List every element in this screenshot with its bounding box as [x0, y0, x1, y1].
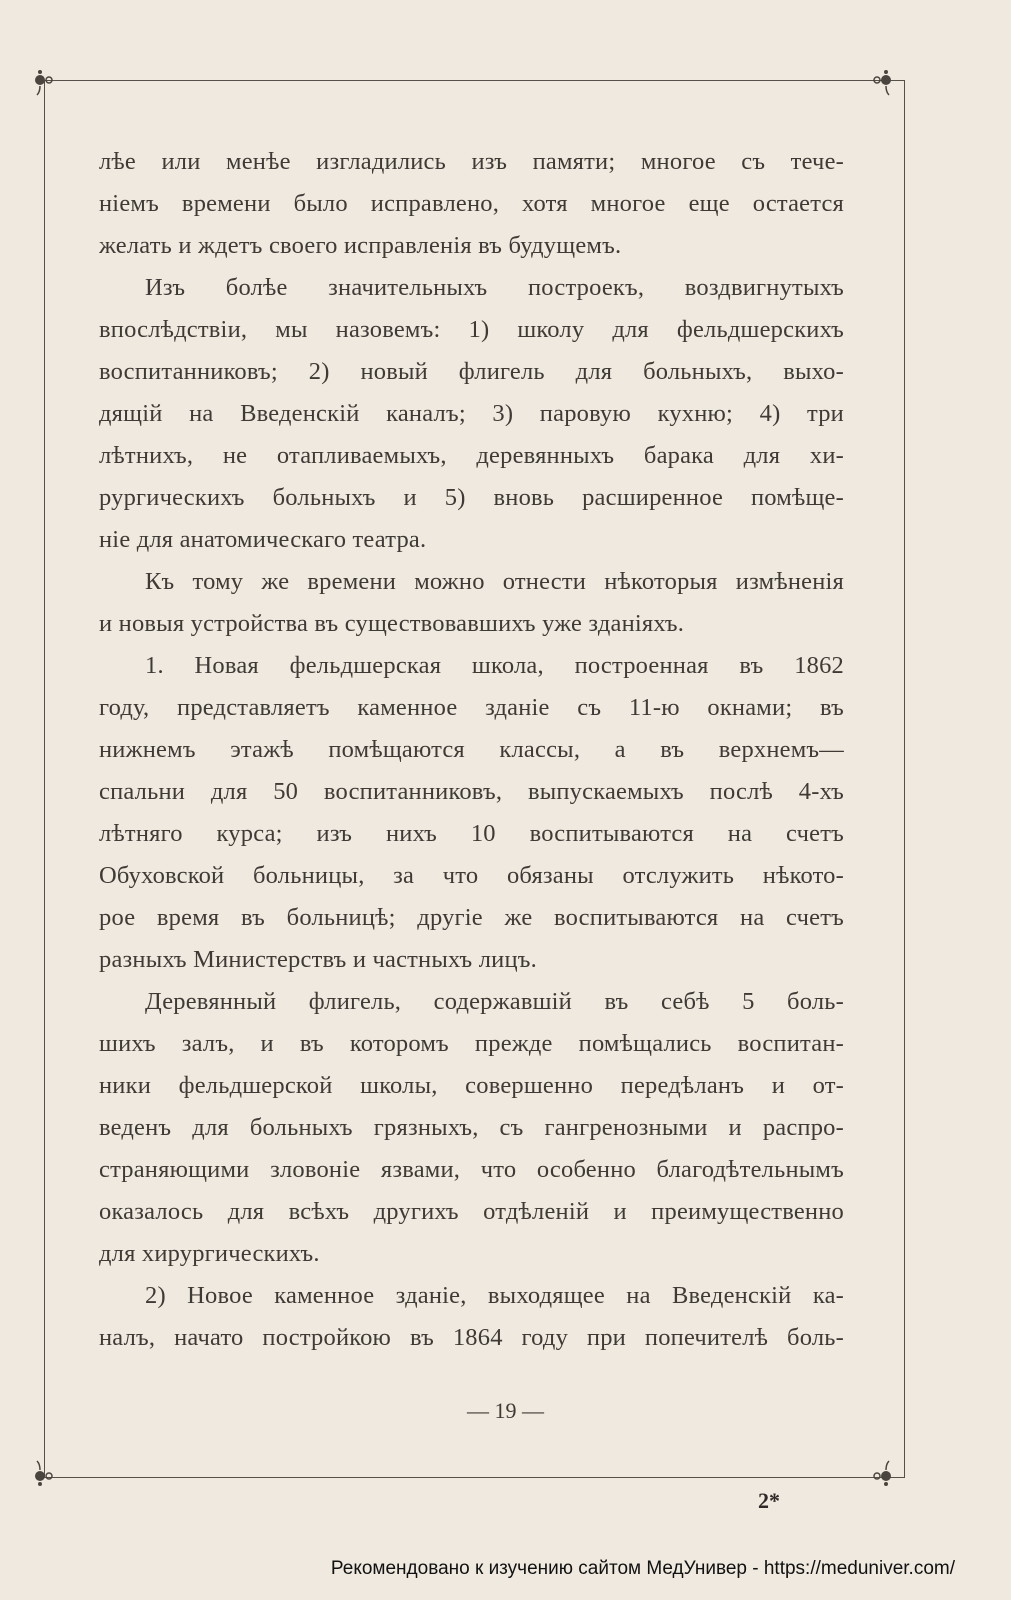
text-line: лѣтнихъ, не отапливаемыхъ, деревянныхъ барака для хи-	[99, 442, 844, 469]
text-line: оказалось для всѣхъ другихъ отдѣленій и преимущественно	[99, 1198, 844, 1225]
text-line: Деревянный флигель, содержавшій въ себѣ 5 боль-	[145, 988, 844, 1015]
text-line: воспитанниковъ; 2) новый флигель для больныхъ, выхо-	[99, 358, 844, 385]
text-line: страняющими зловоніе язвами, что особенно благодѣтельнымъ	[99, 1156, 844, 1183]
text-line: Къ тому же времени можно отнести нѣкоторыя измѣненія	[145, 568, 844, 595]
text-line: 1. Новая фельдшерская школа, построенная въ 1862	[145, 652, 844, 679]
text-line: для хирургическихъ.	[99, 1240, 320, 1267]
text-line: веденъ для больныхъ грязныхъ, съ гангренозными и распро-	[99, 1114, 844, 1141]
text-line: ніе для анатомическаго театра.	[99, 526, 427, 553]
text-line: году, представляетъ каменное зданіе съ 11-ю окнами; въ	[99, 694, 844, 721]
text-line: Обуховской больницы, за что обязаны отслужить нѣкото-	[99, 862, 844, 889]
text-line: спальни для 50 воспитанниковъ, выпускаемыхъ послѣ 4-хъ	[99, 778, 844, 805]
text-line: рургическихъ больныхъ и 5) вновь расширенное помѣще-	[99, 484, 844, 511]
text-line: лѣе или менѣе изгладились изъ памяти; многое съ тече-	[99, 148, 844, 175]
text-line: ніемъ времени было исправлено, хотя многое еще остается	[99, 190, 844, 217]
corner-ornament-icon	[30, 1458, 64, 1492]
text-line: впослѣдствіи, мы назовемъ: 1) школу для фельдшерскихъ	[99, 316, 844, 343]
text-line: шихъ залъ, и въ которомъ прежде помѣщались воспитан-	[99, 1030, 844, 1057]
text-line: разныхъ Министерствъ и частныхъ лицъ.	[99, 946, 537, 973]
text-line: нижнемъ этажѣ помѣщаются классы, а въ верхнемъ—	[99, 736, 844, 763]
text-line: лѣтняго курса; изъ нихъ 10 воспитываются на счетъ	[99, 820, 844, 847]
footer-recommendation-note: Рекомендовано к изучению сайтом МедУнивер - https://meduniver.com/	[330, 1558, 955, 1579]
page-body-text	[99, 141, 844, 1359]
corner-ornament-icon	[862, 64, 896, 98]
corner-ornament-icon	[30, 64, 64, 98]
text-line: налъ, начато постройкою въ 1864 году при попечителѣ боль-	[99, 1324, 844, 1351]
text-line: желать и ждетъ своего исправленія въ будущемъ.	[99, 232, 622, 259]
corner-ornament-icon	[862, 1458, 896, 1492]
text-line: ники фельдшерской школы, совершенно передѣланъ и от-	[99, 1072, 844, 1099]
text-line: и новыя устройства въ существовавшихъ уже зданіяхъ.	[99, 610, 685, 637]
signature-mark: 2*	[758, 1488, 780, 1513]
text-line: 2) Новое каменное зданіе, выходящее на Введенскій ка-	[145, 1282, 844, 1309]
text-line: Изъ болѣе значительныхъ построекъ, воздвигнутыхъ	[145, 274, 844, 301]
text-line: дящій на Введенскій каналъ; 3) паровую кухню; 4) три	[99, 400, 844, 427]
text-line: рое время въ больницѣ; другіе же воспитываются на счетъ	[99, 904, 844, 931]
page-number: — 19 —	[467, 1398, 544, 1423]
